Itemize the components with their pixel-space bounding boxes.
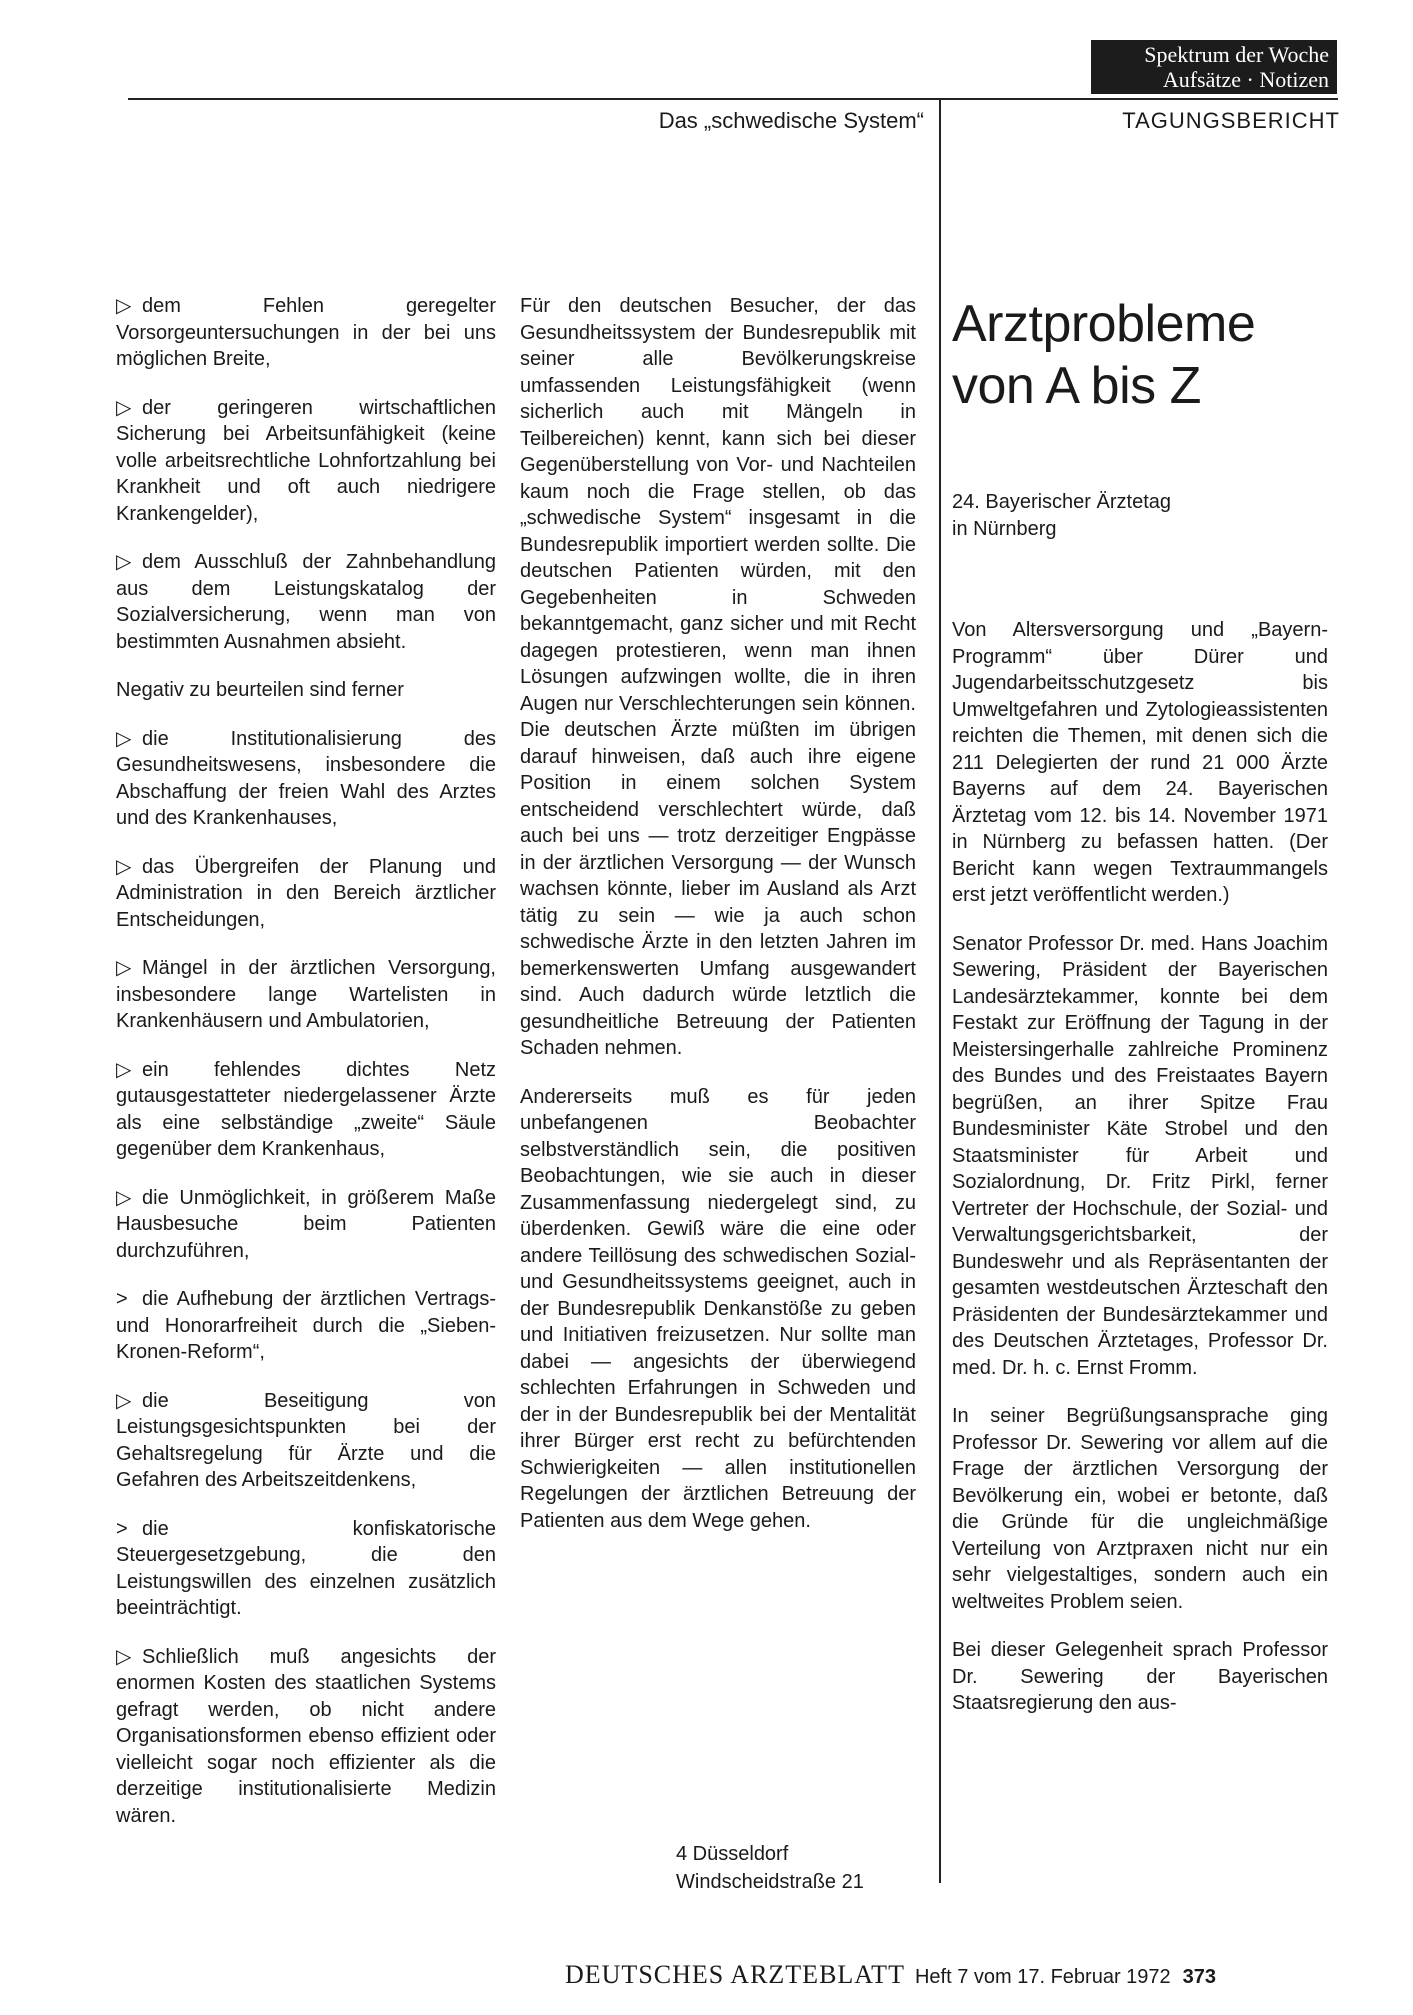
body-paragraph: Senator Professor Dr. med. Hans Joachim Sewering, Präsident der Bayerischen Landesärztekammer, konnte bei dem Festakt zur Eröffnung der Tagung in der Meistersingerhalle zahlreiche Prominenz des Bundes und des Freistaates Bayern begrüßen, an ihrer Spitze Frau Bundesminister Käte Strobel und den Staatsminister für Arbeit und Sozialordnung, Dr. Fritz Pirkl, ferner Vertreter der Hochschule, der Sozial- und Verwaltungsgerichtsbarkeit, der Bundeswehr und als Repräsentanten der gesamten westdeutschen Ärzteschaft den Präsidenten der Bundesärztekammer und des Deutschen Ärztetages, Professor Dr. med. Dr. h. c. Ernst Fromm.	[952, 932, 1328, 1379]
list-item-text: der geringeren wirtschaftlichen Sicherung bei Arbeitsunfähigkeit (keine volle arbeitsrechtliche Lohnfortzahlung bei Krankheit und oft auch niedrigere Krankengelder),	[116, 396, 496, 525]
list-item-text: die Institutionalisierung des Gesundheitswesens, insbesondere die Abschaffung der freien Wahl des Arztes und des Krankenhauses,	[116, 727, 496, 829]
article-subtitle-line-2: in Nürnberg	[952, 518, 1057, 540]
list-item	[116, 955, 496, 1035]
list-item	[116, 1286, 496, 1366]
triangle-marker-icon: ▷	[116, 396, 132, 419]
author-address	[676, 1840, 906, 1896]
list-item-text: Schließlich muß angesichts der enormen Kosten des staatlichen Systems gefragt werden, ob nicht andere Organisationsformen ebenso effizient oder vielleicht sogar noch effizienter als die derzeitige institutionalisierte Medizin wären.	[116, 1645, 496, 1827]
list-item-text: die Beseitigung von Leistungsgesichtspunkten bei der Gehaltsregelung für Ärzte und die Gefahren des Arbeitszeitdenkens,	[116, 1389, 496, 1491]
badge-line-1: Spektrum der Woche	[1144, 42, 1329, 67]
list-item-text: die konfiskatorische Steuergesetzgebung, die den Leistungswillen des einzelnen zusätzlich beeinträchtigt.	[116, 1517, 496, 1619]
triangle-marker-icon: ▷	[116, 727, 132, 750]
body-paragraph: Von Altersversorgung und „Bayern-Programm“ über Dürer und Jugendarbeitsschutzgesetz bis Umweltgefahren und Zytologieassistenten reichten die Themen, mit denen sich die 211 Delegierten der rund 21 000 Ärzte Bayerns auf dem 24. Bayerischen Ärztetag vom 12. bis 14. November 1971 in Nürnberg zu befassen hatten. (Der Bericht kann wegen Textraummangels erst jetzt veröffentlicht werden.)	[952, 619, 1328, 906]
article-title	[952, 293, 1328, 417]
column-divider	[939, 100, 941, 1883]
list-item-text: die Unmöglichkeit, in größerem Maße Hausbesuche beim Patienten durchzuführen,	[116, 1186, 496, 1262]
header-rule	[128, 98, 1338, 100]
body-paragraph: Für den deutschen Besucher, der das Gesundheitssystem der Bundesrepublik mit seiner alle Bevölkerungskreise umfassenden Leistungsfähigkeit (wenn sicherlich auch mit Mängeln in Teilbereichen) kennt, kann sich bei dieser Gegenüberstellung von Vor- und Nachteilen kaum noch die Frage stellen, ob das „schwedische System“ insgesamt in die Bundesrepublik importiert werden sollte. Die deutschen Patienten würden, mit den Gegebenheiten in Schweden bekanntgemacht, ganz sicher und mit Recht dagegen protestieren, wenn man ihnen Lösungen aufzwingen wollte, die in ihren Augen nur Verschlechterungen sein können. Die deutschen Ärzte müßten im übrigen darauf hinweisen, daß auch ihre eigene Position in einem solchen System entscheidend verschlechtert würde, daß auch bei uns — trotz derzeitiger Engpässe in der ärztlichen Versorgung — der Wunsch wachsen könnte, lieber im Ausland als Arzt tätig zu sein — wie ja auch schon schwedische Ärzte in den letzten Jahren im bemerkenswerten Umfang ausgewandert sind. Auch dadurch würde letztlich die gesundheitliche Betreuung der Patienten Schaden nehmen.	[520, 295, 916, 1059]
list-item	[116, 395, 496, 528]
body-paragraph: In seiner Begrüßungsansprache ging Professor Dr. Sewering vor allem auf die Frage der ärztlichen Versorgung der Bevölkerung ein, wobei er betonte, daß die Gründe für die ungleichmäßige Verteilung von Arztpraxen nicht nur ein sehr vielgestaltiges, sondern auch ein weltweites Problem seien.	[952, 1405, 1328, 1613]
page-footer	[565, 1960, 1340, 1990]
intro-negativ: Negativ zu beurteilen sind ferner	[116, 679, 404, 701]
list-item	[116, 1516, 496, 1622]
article-title-line-2: von A bis Z	[952, 357, 1201, 415]
running-header-right: TAGUNGSBERICHT	[1122, 108, 1340, 133]
triangle-marker-icon: ▷	[116, 855, 132, 878]
column-1	[116, 293, 496, 1851]
column-2	[520, 293, 916, 1556]
list-item	[116, 726, 496, 832]
column-3	[952, 293, 1328, 1739]
list-item-text: die Aufhebung der ärztlichen Vertrags- und Honorarfreiheit durch die „Sieben-Kronen-Reform“,	[116, 1288, 496, 1363]
list-item	[116, 1057, 496, 1163]
triangle-marker-icon: ▷	[116, 1389, 132, 1412]
list-item	[116, 854, 496, 934]
section-badge	[1091, 40, 1337, 94]
body-paragraph: Bei dieser Gelegenheit sprach Professor Dr. Sewering der Bayerischen Staatsregierung den aus-	[952, 1639, 1328, 1714]
list-item-text: ein fehlendes dichtes Netz gutausgestatteter niedergelassener Ärzte als eine selbständige „zweite“ Säule gegenüber dem Krankenhaus,	[116, 1058, 496, 1160]
badge-line-2: Aufsätze · Notizen	[1162, 67, 1329, 92]
magazine-name: DEUTSCHES ARZTEBLATT	[565, 1960, 905, 1989]
chevron-marker-icon: >	[116, 1288, 128, 1310]
list-item	[116, 293, 496, 373]
body-paragraph: Andererseits muß es für jeden unbefangenen Beobachter selbstverständlich sein, die positiven Beobachtungen, wie sie auch in dieser Zusammenfassung niedergelegt sind, zu überdenken. Gewiß wäre die eine oder andere Teillösung des schwedischen Sozial- und Gesundheitssystems geeignet, auch in der Bundesrepublik Denkanstöße zu geben und Initiativen freizusetzen. Nur sollte man dabei — angesichts der überwiegend schlechten Erfahrungen in Schweden und der in der Bundesrepublik bei der Mentalität ihrer Bürger erst recht zu befürchtenden Schwierigkeiten — allen institutionellen Regelungen der ärztlichen Betreuung der Patienten aus dem Wege gehen.	[520, 1085, 916, 1532]
triangle-marker-icon: ▷	[116, 551, 132, 573]
triangle-marker-icon: ▷	[116, 1186, 132, 1209]
triangle-marker-icon: ▷	[116, 1645, 132, 1668]
list-item	[116, 1185, 496, 1265]
list-item	[116, 549, 496, 655]
list-item	[116, 1388, 496, 1494]
running-header-left: Das „schwedische System“	[658, 108, 924, 133]
page-number: 373	[1182, 1966, 1217, 1988]
list-item-text: dem Fehlen geregelter Vorsorgeuntersuchungen in der bei uns möglichen Breite,	[116, 295, 496, 370]
address-city: 4 Düsseldorf	[676, 1843, 789, 1865]
chevron-marker-icon: >	[116, 1517, 128, 1540]
address-street: Windscheidstraße 21	[676, 1871, 864, 1893]
article-subtitle	[952, 489, 1328, 543]
list-item-text: Mängel in der ärztlichen Versorgung, insbesondere lange Wartelisten in Krankenhäusern und Ambulatorien,	[116, 957, 496, 1032]
issue-info: Heft 7 vom 17. Februar 1972	[914, 1966, 1171, 1988]
list-item	[116, 1644, 496, 1830]
triangle-marker-icon: ▷	[116, 295, 132, 317]
list-item-text: das Übergreifen der Planung und Administration in den Bereich ärztlicher Entscheidungen,	[116, 855, 496, 931]
triangle-marker-icon: ▷	[116, 1058, 132, 1081]
article-title-line-1: Arztprobleme	[952, 295, 1256, 353]
triangle-marker-icon: ▷	[116, 957, 132, 979]
list-item-text: dem Ausschluß der Zahnbehandlung aus dem Leistungskatalog der Sozialversicherung, wenn man von bestimmten Ausnahmen absieht.	[116, 551, 496, 653]
article-subtitle-line-1: 24. Bayerischer Ärztetag	[952, 491, 1171, 513]
